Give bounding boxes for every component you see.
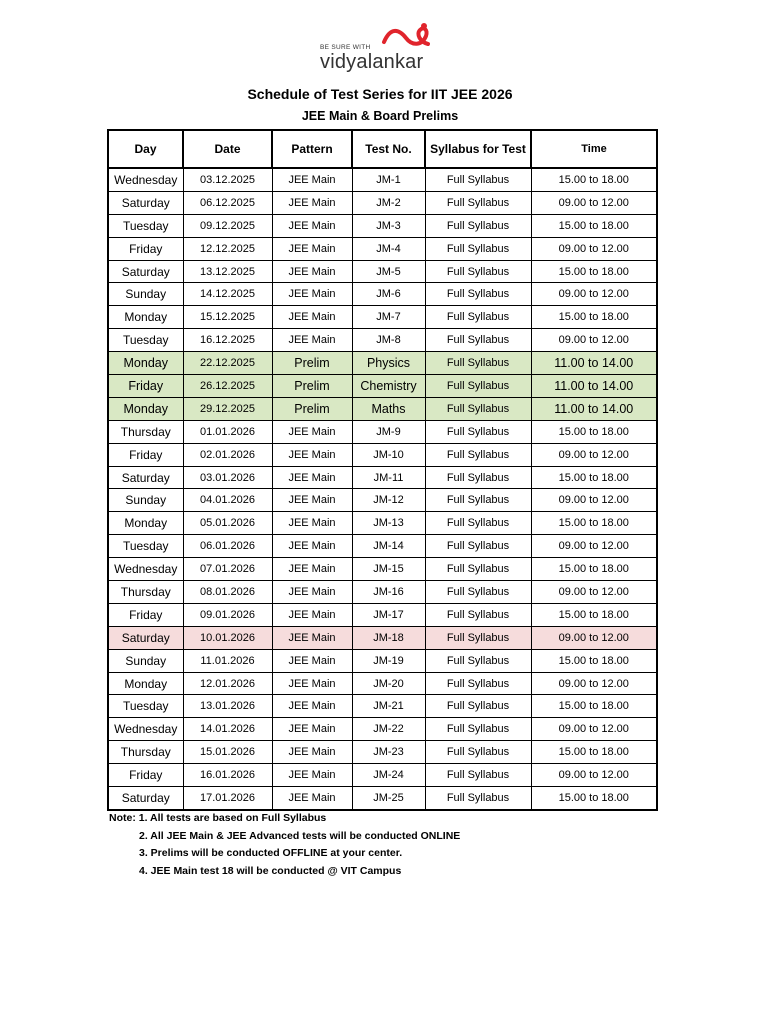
cell-pattern: Prelim <box>272 352 352 375</box>
schedule-table <box>107 129 658 811</box>
cell-day: Wednesday <box>108 718 183 741</box>
cell-time: 09.00 to 12.00 <box>531 283 657 306</box>
table-row <box>108 260 657 283</box>
cell-date: 03.01.2026 <box>183 466 272 489</box>
cell-date: 13.12.2025 <box>183 260 272 283</box>
cell-day: Friday <box>108 764 183 787</box>
cell-syllabus: Full Syllabus <box>425 443 531 466</box>
logo-mark-icon <box>380 22 436 52</box>
cell-pattern: Prelim <box>272 397 352 420</box>
cell-date: 02.01.2026 <box>183 443 272 466</box>
cell-test-no: JM-11 <box>352 466 425 489</box>
table-row <box>108 718 657 741</box>
cell-test-no: Chemistry <box>352 375 425 398</box>
header-day: Day <box>108 130 183 168</box>
cell-pattern: JEE Main <box>272 191 352 214</box>
cell-time: 09.00 to 12.00 <box>531 443 657 466</box>
cell-time: 09.00 to 12.00 <box>531 237 657 260</box>
cell-date: 09.12.2025 <box>183 214 272 237</box>
cell-day: Sunday <box>108 489 183 512</box>
cell-syllabus: Full Syllabus <box>425 397 531 420</box>
logo-tagline: BE SURE WITH <box>320 44 371 51</box>
table-row <box>108 237 657 260</box>
cell-syllabus: Full Syllabus <box>425 558 531 581</box>
cell-syllabus: Full Syllabus <box>425 306 531 329</box>
cell-time: 15.00 to 18.00 <box>531 466 657 489</box>
cell-syllabus: Full Syllabus <box>425 329 531 352</box>
cell-syllabus: Full Syllabus <box>425 649 531 672</box>
cell-date: 14.01.2026 <box>183 718 272 741</box>
cell-test-no: JM-14 <box>352 535 425 558</box>
cell-test-no: JM-17 <box>352 603 425 626</box>
page-title: Schedule of Test Series for IIT JEE 2026 <box>247 86 513 102</box>
cell-date: 15.01.2026 <box>183 741 272 764</box>
cell-test-no: JM-4 <box>352 237 425 260</box>
cell-time: 15.00 to 18.00 <box>531 260 657 283</box>
cell-pattern: JEE Main <box>272 672 352 695</box>
cell-time: 15.00 to 18.00 <box>531 168 657 191</box>
cell-day: Monday <box>108 672 183 695</box>
cell-time: 09.00 to 12.00 <box>531 581 657 604</box>
cell-day: Wednesday <box>108 558 183 581</box>
brand-logo <box>318 22 438 74</box>
cell-day: Thursday <box>108 741 183 764</box>
cell-test-no: JM-16 <box>352 581 425 604</box>
cell-day: Friday <box>108 443 183 466</box>
cell-pattern: JEE Main <box>272 168 352 191</box>
cell-date: 29.12.2025 <box>183 397 272 420</box>
table-row <box>108 352 657 375</box>
cell-pattern: JEE Main <box>272 718 352 741</box>
cell-test-no: JM-5 <box>352 260 425 283</box>
cell-syllabus: Full Syllabus <box>425 260 531 283</box>
cell-pattern: JEE Main <box>272 535 352 558</box>
header-test-no: Test No. <box>352 130 425 168</box>
cell-date: 14.12.2025 <box>183 283 272 306</box>
cell-day: Sunday <box>108 649 183 672</box>
logo-brand-name: vidyalankar <box>320 51 424 73</box>
cell-pattern: JEE Main <box>272 649 352 672</box>
table-row <box>108 741 657 764</box>
cell-time: 15.00 to 18.00 <box>531 741 657 764</box>
table-row <box>108 191 657 214</box>
table-row <box>108 306 657 329</box>
notes-section <box>109 810 460 880</box>
cell-syllabus: Full Syllabus <box>425 283 531 306</box>
cell-pattern: JEE Main <box>272 420 352 443</box>
header-time: Time <box>531 130 657 168</box>
cell-date: 15.12.2025 <box>183 306 272 329</box>
cell-date: 06.12.2025 <box>183 191 272 214</box>
table-row <box>108 695 657 718</box>
cell-time: 09.00 to 12.00 <box>531 672 657 695</box>
cell-syllabus: Full Syllabus <box>425 603 531 626</box>
cell-day: Wednesday <box>108 168 183 191</box>
cell-test-no: JM-10 <box>352 443 425 466</box>
cell-time: 11.00 to 14.00 <box>531 352 657 375</box>
cell-pattern: JEE Main <box>272 443 352 466</box>
cell-date: 09.01.2026 <box>183 603 272 626</box>
cell-time: 09.00 to 12.00 <box>531 535 657 558</box>
cell-syllabus: Full Syllabus <box>425 352 531 375</box>
cell-date: 16.01.2026 <box>183 764 272 787</box>
cell-test-no: JM-20 <box>352 672 425 695</box>
cell-date: 03.12.2025 <box>183 168 272 191</box>
cell-time: 15.00 to 18.00 <box>531 512 657 535</box>
cell-day: Friday <box>108 375 183 398</box>
cell-test-no: JM-6 <box>352 283 425 306</box>
cell-pattern: JEE Main <box>272 695 352 718</box>
cell-time: 09.00 to 12.00 <box>531 329 657 352</box>
cell-pattern: JEE Main <box>272 581 352 604</box>
cell-date: 05.01.2026 <box>183 512 272 535</box>
cell-test-no: Maths <box>352 397 425 420</box>
cell-day: Monday <box>108 397 183 420</box>
cell-syllabus: Full Syllabus <box>425 764 531 787</box>
cell-test-no: JM-1 <box>352 168 425 191</box>
page-subtitle: JEE Main & Board Prelims <box>301 109 459 123</box>
note-2: 2. All JEE Main & JEE Advanced tests will be conducted ONLINE <box>139 829 461 842</box>
cell-test-no: JM-2 <box>352 191 425 214</box>
cell-pattern: JEE Main <box>272 787 352 810</box>
cell-day: Saturday <box>108 626 183 649</box>
table-row <box>108 420 657 443</box>
cell-pattern: JEE Main <box>272 626 352 649</box>
table-row <box>108 603 657 626</box>
table-row <box>108 375 657 398</box>
cell-day: Saturday <box>108 260 183 283</box>
cell-day: Tuesday <box>108 695 183 718</box>
cell-syllabus: Full Syllabus <box>425 375 531 398</box>
cell-time: 15.00 to 18.00 <box>531 214 657 237</box>
cell-syllabus: Full Syllabus <box>425 512 531 535</box>
cell-day: Tuesday <box>108 535 183 558</box>
cell-time: 15.00 to 18.00 <box>531 649 657 672</box>
cell-time: 09.00 to 12.00 <box>531 718 657 741</box>
cell-syllabus: Full Syllabus <box>425 237 531 260</box>
cell-time: 15.00 to 18.00 <box>531 695 657 718</box>
table-header-row <box>108 130 657 168</box>
cell-day: Tuesday <box>108 329 183 352</box>
cell-pattern: JEE Main <box>272 283 352 306</box>
cell-time: 15.00 to 18.00 <box>531 306 657 329</box>
cell-syllabus: Full Syllabus <box>425 214 531 237</box>
cell-pattern: JEE Main <box>272 260 352 283</box>
cell-test-no: JM-22 <box>352 718 425 741</box>
cell-date: 26.12.2025 <box>183 375 272 398</box>
cell-date: 12.01.2026 <box>183 672 272 695</box>
cell-syllabus: Full Syllabus <box>425 466 531 489</box>
cell-pattern: JEE Main <box>272 764 352 787</box>
cell-date: 13.01.2026 <box>183 695 272 718</box>
cell-day: Monday <box>108 352 183 375</box>
table-row <box>108 626 657 649</box>
cell-pattern: JEE Main <box>272 329 352 352</box>
cell-syllabus: Full Syllabus <box>425 787 531 810</box>
cell-pattern: JEE Main <box>272 512 352 535</box>
note-1: Note: 1. All tests are based on Full Syllabus <box>109 812 327 824</box>
cell-test-no: Physics <box>352 352 425 375</box>
cell-date: 01.01.2026 <box>183 420 272 443</box>
cell-day: Thursday <box>108 581 183 604</box>
cell-pattern: JEE Main <box>272 237 352 260</box>
cell-test-no: JM-7 <box>352 306 425 329</box>
table-row <box>108 787 657 810</box>
cell-syllabus: Full Syllabus <box>425 168 531 191</box>
cell-time: 15.00 to 18.00 <box>531 420 657 443</box>
cell-pattern: JEE Main <box>272 214 352 237</box>
cell-time: 09.00 to 12.00 <box>531 489 657 512</box>
cell-time: 09.00 to 12.00 <box>531 191 657 214</box>
cell-syllabus: Full Syllabus <box>425 191 531 214</box>
cell-syllabus: Full Syllabus <box>425 672 531 695</box>
cell-time: 15.00 to 18.00 <box>531 787 657 810</box>
cell-time: 15.00 to 18.00 <box>531 558 657 581</box>
cell-syllabus: Full Syllabus <box>425 489 531 512</box>
cell-time: 09.00 to 12.00 <box>531 626 657 649</box>
cell-day: Tuesday <box>108 214 183 237</box>
cell-pattern: JEE Main <box>272 741 352 764</box>
cell-test-no: JM-21 <box>352 695 425 718</box>
cell-test-no: JM-9 <box>352 420 425 443</box>
table-row <box>108 283 657 306</box>
cell-pattern: JEE Main <box>272 603 352 626</box>
cell-pattern: Prelim <box>272 375 352 398</box>
cell-syllabus: Full Syllabus <box>425 718 531 741</box>
cell-date: 22.12.2025 <box>183 352 272 375</box>
table-row <box>108 581 657 604</box>
cell-date: 11.01.2026 <box>183 649 272 672</box>
cell-time: 09.00 to 12.00 <box>531 764 657 787</box>
cell-syllabus: Full Syllabus <box>425 535 531 558</box>
table-row <box>108 672 657 695</box>
table-row <box>108 214 657 237</box>
cell-day: Sunday <box>108 283 183 306</box>
cell-syllabus: Full Syllabus <box>425 626 531 649</box>
cell-day: Monday <box>108 512 183 535</box>
cell-test-no: JM-12 <box>352 489 425 512</box>
note-3: 3. Prelims will be conducted OFFLINE at your center. <box>139 847 403 859</box>
table-row <box>108 329 657 352</box>
table-row <box>108 168 657 191</box>
note-4: 4. JEE Main test 18 will be conducted @ VIT Campus <box>139 864 402 877</box>
cell-date: 12.12.2025 <box>183 237 272 260</box>
cell-day: Monday <box>108 306 183 329</box>
table-row <box>108 512 657 535</box>
cell-date: 06.01.2026 <box>183 535 272 558</box>
table-row <box>108 489 657 512</box>
table-row <box>108 649 657 672</box>
cell-test-no: JM-25 <box>352 787 425 810</box>
cell-test-no: JM-24 <box>352 764 425 787</box>
cell-time: 15.00 to 18.00 <box>531 603 657 626</box>
cell-syllabus: Full Syllabus <box>425 741 531 764</box>
table-row <box>108 443 657 466</box>
table-row <box>108 558 657 581</box>
cell-test-no: JM-13 <box>352 512 425 535</box>
cell-date: 04.01.2026 <box>183 489 272 512</box>
cell-day: Saturday <box>108 466 183 489</box>
cell-date: 17.01.2026 <box>183 787 272 810</box>
cell-date: 07.01.2026 <box>183 558 272 581</box>
table-row <box>108 535 657 558</box>
cell-date: 10.01.2026 <box>183 626 272 649</box>
cell-test-no: JM-15 <box>352 558 425 581</box>
cell-test-no: JM-23 <box>352 741 425 764</box>
cell-syllabus: Full Syllabus <box>425 581 531 604</box>
cell-day: Saturday <box>108 787 183 810</box>
cell-pattern: JEE Main <box>272 306 352 329</box>
cell-pattern: JEE Main <box>272 489 352 512</box>
table-row <box>108 466 657 489</box>
cell-test-no: JM-3 <box>352 214 425 237</box>
cell-syllabus: Full Syllabus <box>425 695 531 718</box>
cell-time: 11.00 to 14.00 <box>531 375 657 398</box>
cell-day: Saturday <box>108 191 183 214</box>
table-row <box>108 397 657 420</box>
cell-day: Friday <box>108 237 183 260</box>
cell-test-no: JM-8 <box>352 329 425 352</box>
cell-day: Thursday <box>108 420 183 443</box>
header-date: Date <box>183 130 272 168</box>
cell-test-no: JM-18 <box>352 626 425 649</box>
header-pattern: Pattern <box>272 130 352 168</box>
cell-syllabus: Full Syllabus <box>425 420 531 443</box>
cell-test-no: JM-19 <box>352 649 425 672</box>
cell-date: 08.01.2026 <box>183 581 272 604</box>
cell-pattern: JEE Main <box>272 558 352 581</box>
cell-pattern: JEE Main <box>272 466 352 489</box>
table-row <box>108 764 657 787</box>
cell-day: Friday <box>108 603 183 626</box>
cell-time: 11.00 to 14.00 <box>531 397 657 420</box>
header-syllabus: Syllabus for Test <box>425 130 531 168</box>
cell-date: 16.12.2025 <box>183 329 272 352</box>
